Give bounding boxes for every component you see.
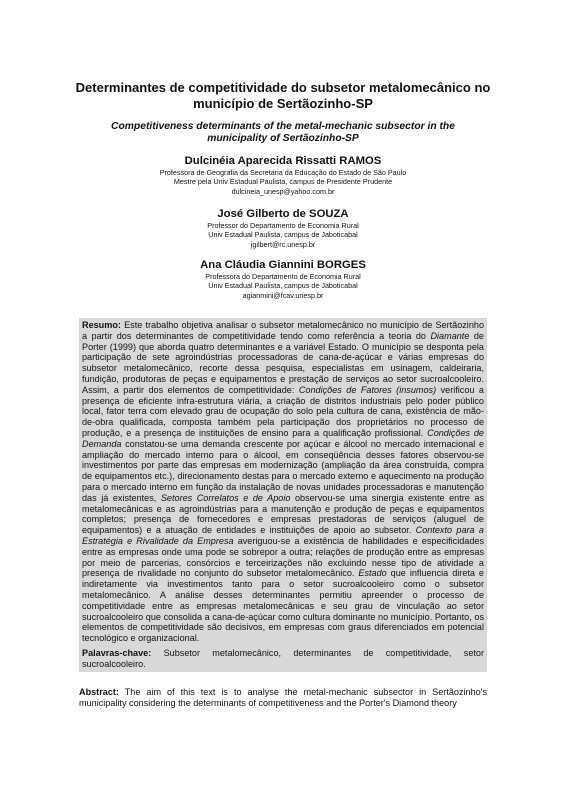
- resumo-label: Resumo:: [82, 320, 121, 330]
- author-block: [100, 207, 466, 249]
- author-name: José Gilberto de SOUZA: [217, 208, 349, 220]
- resumo-italic-term: Condições de Demanda: [82, 427, 484, 449]
- author-affiliation: Professora de Geografia da Secretaria da Educação do Estado de São Paulo: [159, 168, 407, 177]
- author-affiliation: Mestre pela Univ Estadual Paulista, campus de Presidente Prudente: [173, 177, 393, 187]
- resumo-text-run: constatou-se uma demanda crescente por açúcar e álcool no mercado internacional e ampliação do mercado interno para o álcool, em conseqüência desses fatores observou-se investimentos por parte das empresas em modernização (ampliação da área construída, compra de equipamentos etc.), direcionamento destas para o mercado externo e aquecimento na produção para o mercado interno em função da instalação de novas unidades processadoras e manutenção das já existentes,: [82, 438, 484, 503]
- keywords-paragraph: [82, 648, 484, 670]
- author-affiliation: Professor do Departamento de Economia Rural: [207, 221, 359, 230]
- resumo-italic-term: Estado: [358, 568, 387, 579]
- resumo-text-run: averiguou-se a existência de habilidades e especificidades entre as empresas onde uma pode se sobrepor a outra; relações de produção entre as empresas por meio de parcerias, consórcios e terceirizações não excluindo nesse tipo de atividade a presença de rivalidade no conjunto do subsetor metalomecânico.: [82, 535, 484, 579]
- author-block: [100, 154, 466, 196]
- abstract-label: Abstract:: [79, 687, 119, 697]
- author-email: dulcineia_unesp@yahoo.com.br: [231, 186, 335, 196]
- abstract-paragraph: [79, 687, 487, 709]
- resumo-text-run: que influencia direta e indiretamente via investimentos tanto para o setor sucroalcooleiro como o subsetor metalomecânico. A análise desses determinantes permitiu apreender o processo de competitividade entre as empresas metalomecânicas e seu grau de vinculação ao setor sucroalcooleiro que consolida a cana-de-açúcar como cultura dominante no município. Portanto, os elementos de competitividade são decisivos, em empresas com graus diferenciados em potencial tecnológico e organizacional.: [82, 568, 484, 644]
- author-block: [100, 258, 466, 300]
- author-affiliation: Univ Estadual Paulista, campus de Jaboticabal: [208, 230, 358, 240]
- author-name: Ana Cláudia Giannini BORGES: [200, 259, 366, 271]
- keywords-label: Palavras-chave:: [82, 647, 152, 658]
- paper-subtitle: Competitiveness determinants of the metal-mechanic subsector in the municipality of Sertãozinho-SP: [111, 121, 455, 144]
- resumo-text-run: Este trabalho objetiva analisar o subsetor metalomecânico no município de Sertãozinho a partir dos determinantes de competitividade tendo como referência a teoria do: [82, 320, 484, 341]
- author-email: jgilbert@rc.unesp.br: [250, 239, 316, 249]
- resumo-text-run: verificou a presença de eficiente infra-estrutura viária, a criação de distritos industriais pelo poder público local, fator terra com elevado grau de ocupação do solo pela cultura de cana, existência de mão-de-obra qualificada, composta também pela participação dos proprietários no processo de produção, e a presença de instituições de ensino para a qualificação profissional.: [82, 384, 484, 438]
- author-affiliation: Professora do Departamento de Economia Rural: [205, 272, 361, 281]
- paper-title: Determinantes de competitividade do subsetor metalomecânico no município de Sertãozinho-SP: [75, 80, 491, 111]
- resumo-text: [82, 320, 484, 643]
- resumo-text-run: de Porter (1999) que aborda quatro determinantes e a variável Estado. O município se desponta pela participação de sete agroindústrias processadoras de cana-de-açúcar e várias empresas do subsetor metalomecânico, recorte dessa pesquisa, especialistas em usinagem, caldeiraria, fundição, produtoras de peças e equipamentos e prestação de serviços ao setor sucroalcooleiro. Assim, a partir dos elementos de competitividade:: [82, 330, 484, 395]
- resumo-paragraph: [82, 320, 484, 644]
- resumo-italic-term: Contexto para a Estratégia e Rivalidade da Empresa: [82, 525, 484, 546]
- resumo-italic-term: Diamante: [430, 330, 470, 341]
- author-affiliation: Univ Estadual Paulista, campus de Jaboticabal: [208, 281, 358, 291]
- resumo-text-run: observou-se uma sinergia existente entre as metalomecânicas e as agroindústrias para a manutenção e produção de peças e equipamentos completos; presença de fornecedores e empresas prestadoras de serviços (aluguel de equipamentos) e a atuação de entidades e instituições de apoio ao subsetor.: [82, 492, 484, 536]
- keywords-text: Subsetor metalomecânico, determinantes de competitividade, setor sucroalcooleiro.: [82, 647, 484, 669]
- author-email: agianmini@fcav.unesp.br: [242, 290, 324, 300]
- resumo-italic-term: Setores Correlatos e de Apoio: [160, 492, 291, 503]
- author-name: Dulcinéia Aparecida Rissatti RAMOS: [184, 155, 382, 167]
- resumo-italic-term: Condições de Fatores (insumos): [298, 384, 437, 395]
- abstract-section: [79, 687, 487, 709]
- abstract-text: The aim of this text is to analyse the metal-mechanic subsector in Sertãozinho's municipality considering the determinants of competitiveness and the Porter's Diamond theory: [79, 687, 487, 708]
- resumo-box: [79, 318, 487, 672]
